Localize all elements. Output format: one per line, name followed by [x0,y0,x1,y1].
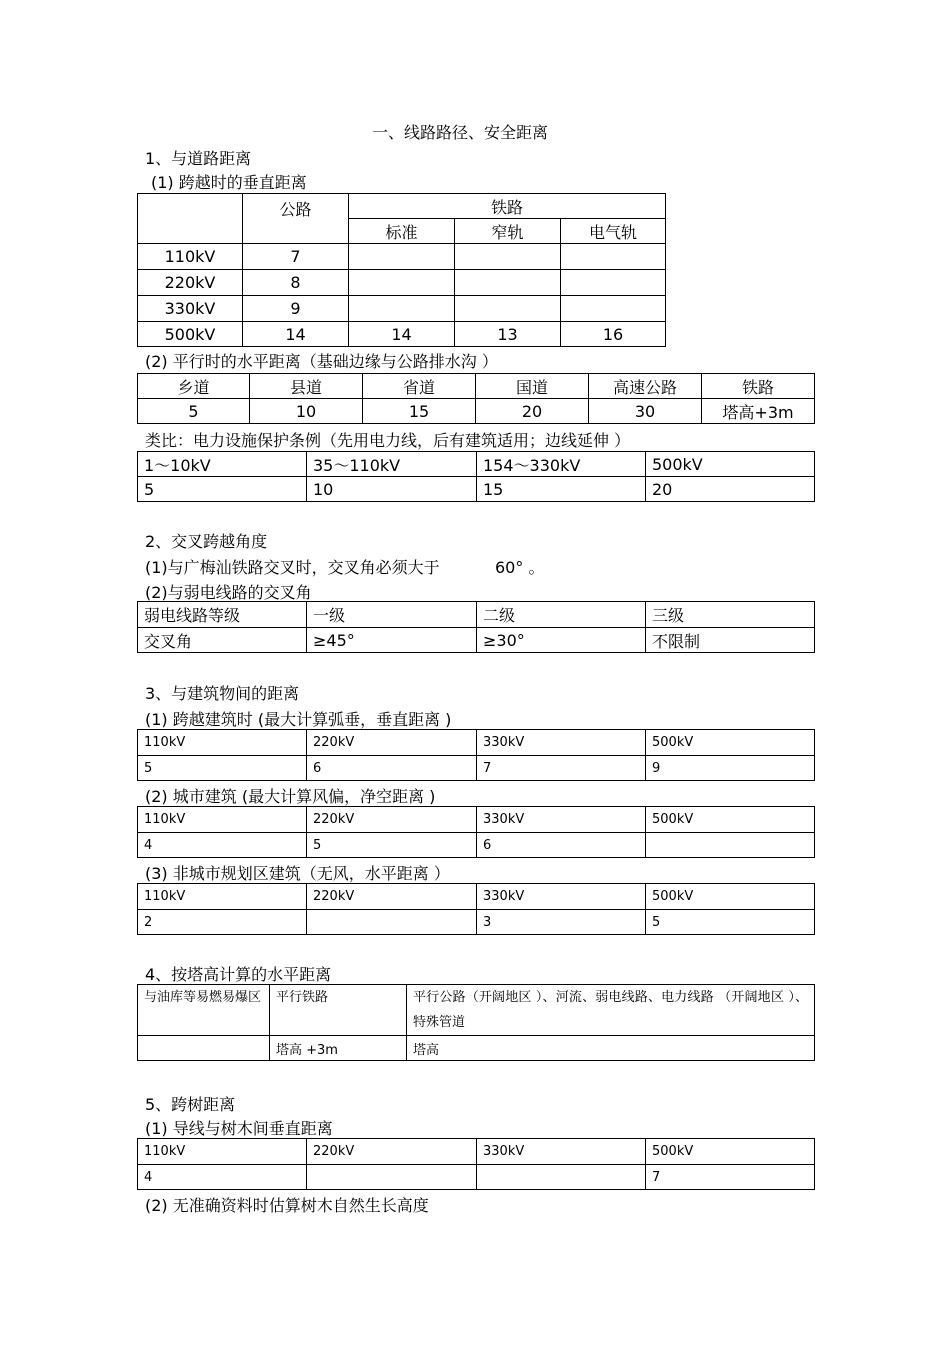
table-cell [307,1165,477,1190]
table-cell [138,1036,270,1061]
table-header-cell: 500kV [646,807,815,833]
table-cell: 5 [646,910,815,935]
table-cell: 6 [307,756,477,781]
table-header-cell: 高速公路 [589,374,702,399]
table-header-row [138,374,815,399]
road-parallel-table [137,373,815,424]
table-header-row [138,602,815,628]
table-cell: 15 [477,477,646,502]
table-cell [349,244,455,270]
table-cell: 15 [363,399,476,424]
section-1-sub-2: (2) 平行时的水平距离（基础边缘与公路排水沟 ） [145,352,498,371]
header-electric: 电气轨 [561,219,666,244]
table-header-cell: 县道 [250,374,363,399]
table-row [138,628,815,653]
table-cell: 5 [138,477,307,502]
table-header-row [138,884,815,910]
table-cell: 4 [138,1165,307,1190]
section-2-line-2: (2)与弱电线路的交叉角 [145,583,312,602]
table-row [138,270,666,296]
table-header-cell: 500kV [646,452,815,477]
table-header-cell: 500kV [646,1139,815,1165]
table-header-cell: 铁路 [702,374,815,399]
table-cell: 9 [243,296,349,322]
table-cell [561,296,666,322]
section-4-heading: 4、按塔高计算的水平距离 [145,965,332,984]
table-header-cell: 国道 [476,374,589,399]
table-header-cell: 220kV [307,1139,477,1165]
table-cell: 塔高 +3m [270,1036,407,1061]
table-cell: ≥30° [477,628,646,653]
table-header-cell: 平行公路（开阔地区 ）、河流、弱电线路、电力线路 （开阔地区 ）、特殊管道 [407,985,815,1036]
table-header-row [138,1139,815,1165]
table-row [138,244,666,270]
table-cell [349,296,455,322]
table-cell: 14 [349,322,455,347]
table-cell [646,833,815,858]
table-header-row [138,807,815,833]
section-3-sub-2: (2) 城市建筑 (最大计算风偏，净空距离 ) [145,787,436,806]
table-cell: 10 [307,477,477,502]
table-cell: 330kV [138,296,243,322]
section-5-sub-2: (2) 无准确资料时估算树木自然生长高度 [145,1196,429,1215]
table-header-cell: 330kV [477,884,646,910]
table-row [138,756,815,781]
header-railway: 铁路 [349,194,666,219]
section-5-heading: 5、跨树距离 [145,1095,236,1114]
table-cell: 14 [243,322,349,347]
table-cell: 7 [477,756,646,781]
section-5-sub-1: (1) 导线与树木间垂直距离 [145,1119,333,1138]
rural-building-table [137,883,815,935]
table-cell: 5 [307,833,477,858]
table-cell: 13 [455,322,561,347]
header-narrow: 窄轨 [455,219,561,244]
table-row [138,910,815,935]
table-header-cell: 500kV [646,884,815,910]
table-header-cell: 110kV [138,1139,307,1165]
table-cell: ≥45° [307,628,477,653]
table-row [138,399,815,424]
section-2-heading: 2、交叉跨越角度 [145,532,268,551]
table-header-cell: 110kV [138,884,307,910]
city-building-table [137,806,815,858]
table-header-row [138,452,815,477]
table-header-cell: 三级 [646,602,815,628]
page-title: 一、线路路径、安全距离 [372,123,549,142]
table-header-row [138,730,815,756]
table-cell: 3 [477,910,646,935]
table-cell: 5 [138,399,250,424]
table-cell [455,270,561,296]
table-cell: 4 [138,833,307,858]
table-header-cell: 弱电线路等级 [138,602,307,628]
table-cell: 2 [138,910,307,935]
table-row [138,322,666,347]
table-cell: 7 [243,244,349,270]
table-row [138,1165,815,1190]
table-corner-cell [138,194,243,244]
table-cell [349,270,455,296]
protection-table [137,451,815,502]
table-header-cell: 二级 [477,602,646,628]
tower-height-table [137,984,815,1061]
header-standard: 标准 [349,219,455,244]
table-header-cell: 乡道 [138,374,250,399]
section-1-sub-1: (1) 跨越时的垂直距离 [151,173,307,192]
table-header-cell: 330kV [477,730,646,756]
table-cell: 8 [243,270,349,296]
section-1-note: 类比：电力设施保护条例（先用电力线，后有建筑适用；边线延伸 ） [145,431,631,450]
table-cell: 7 [646,1165,815,1190]
table-cell: 20 [476,399,589,424]
table-cell: 110kV [138,244,243,270]
table-cell [561,244,666,270]
table-cell: 10 [250,399,363,424]
table-cell: 500kV [138,322,243,347]
table-cell [455,244,561,270]
table-header-cell: 35～110kV [307,452,477,477]
section-2-line-1: (1)与广梅汕铁路交叉时，交叉角必须大于 [145,558,440,577]
table-cell: 30 [589,399,702,424]
table-row [138,477,815,502]
table-row [138,296,666,322]
section-1-heading: 1、与道路距离 [145,149,252,168]
road-crossing-table [137,193,666,347]
table-cell: 5 [138,756,307,781]
crossing-angle-table [137,601,815,653]
table-header-cell: 平行铁路 [270,985,407,1036]
table-cell: 9 [646,756,815,781]
table-header-cell: 330kV [477,807,646,833]
table-cell: 塔高+3m [702,399,815,424]
table-header-cell: 330kV [477,1139,646,1165]
table-header-cell: 220kV [307,807,477,833]
table-cell [561,270,666,296]
table-header-cell: 110kV [138,807,307,833]
section-2-angle-value: 60° 。 [495,558,545,577]
table-header-cell: 220kV [307,884,477,910]
table-row [138,1036,815,1061]
table-header-row [138,985,815,1036]
table-cell: 6 [477,833,646,858]
table-cell: 20 [646,477,815,502]
building-crossing-table [137,729,815,781]
section-3-sub-1: (1) 跨越建筑时 (最大计算弧垂，垂直距离 ) [145,710,452,729]
table-header-cell: 500kV [646,730,815,756]
table-cell [307,910,477,935]
table-cell [455,296,561,322]
table-header-cell: 省道 [363,374,476,399]
table-header-cell: 一级 [307,602,477,628]
tree-crossing-table [137,1138,815,1190]
table-header-cell: 与油库等易燃易爆区 [138,985,270,1036]
header-road: 公路 [243,194,349,244]
table-header-cell: 154～330kV [477,452,646,477]
table-cell [477,1165,646,1190]
table-cell: 220kV [138,270,243,296]
table-cell: 不限制 [646,628,815,653]
table-cell: 交叉角 [138,628,307,653]
table-cell: 塔高 [407,1036,815,1061]
table-header-cell: 110kV [138,730,307,756]
section-3-sub-3: (3) 非城市规划区建筑（无风，水平距离 ） [145,864,450,883]
table-cell: 16 [561,322,666,347]
table-row [138,833,815,858]
table-header-cell: 220kV [307,730,477,756]
table-header-cell: 1～10kV [138,452,307,477]
section-3-heading: 3、与建筑物间的距离 [145,684,300,703]
